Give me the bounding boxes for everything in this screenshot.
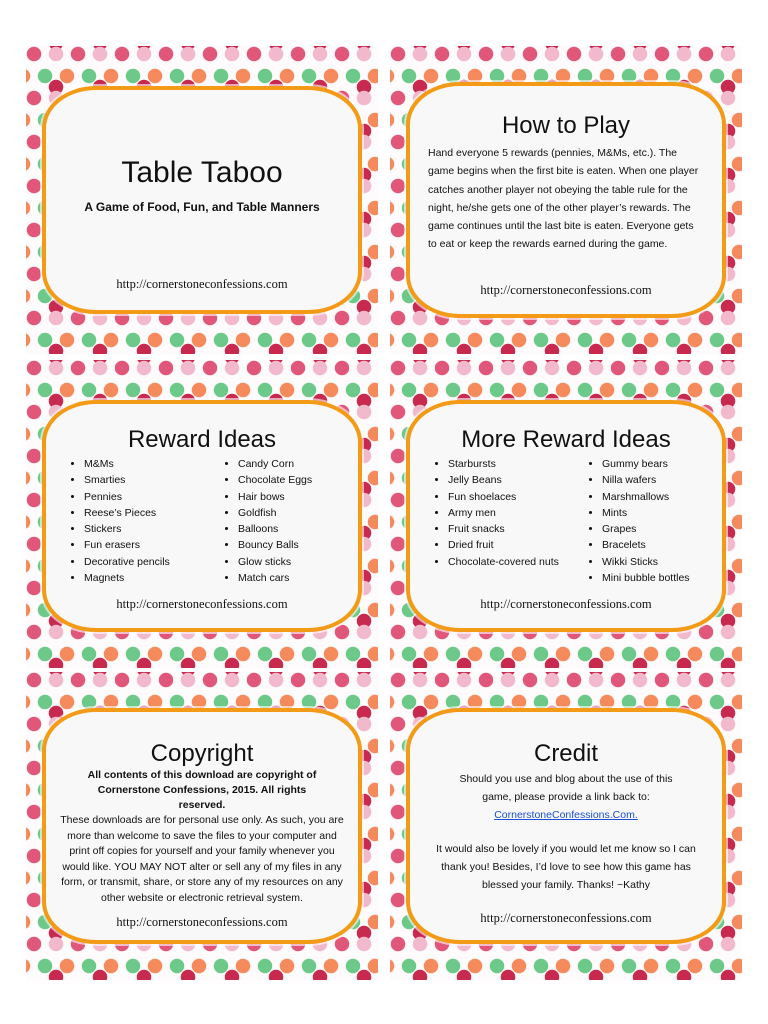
reward-item: • Gummy bears <box>602 456 690 472</box>
game-title: Table Taboo <box>121 156 283 189</box>
site-url: http://cornerstoneconfessions.com <box>116 915 288 929</box>
reward-item: • Reese’s Pieces <box>84 505 216 521</box>
how-to-play-title: How to Play <box>501 112 631 139</box>
label-frame <box>42 708 362 944</box>
reward-item: • Smarties <box>84 472 216 488</box>
reward-item: • Stickers <box>84 521 216 537</box>
reward-item: • Bouncy Balls <box>238 537 312 553</box>
reward-item: • Glow sticks <box>238 554 312 570</box>
reward-item: • Chocolate-covered nuts <box>448 554 580 570</box>
copyright-title: Copyright <box>150 740 254 767</box>
reward-item: • Mini bubble bottles <box>602 570 690 586</box>
reward-item: • Marshmallows <box>602 489 690 505</box>
reward-item: • Army men <box>448 505 580 521</box>
reward-item: • Goldfish <box>238 505 312 521</box>
credit-link-wrap <box>410 806 722 824</box>
reward-item: • Magnets <box>84 570 216 586</box>
reward-list-right <box>580 456 690 586</box>
more-reward-ideas-title: More Reward Ideas <box>461 426 671 453</box>
reward-item: • Grapes <box>602 521 690 537</box>
reward-item: • Bracelets <box>602 537 690 553</box>
reward-item: • Hair bows <box>238 489 312 505</box>
reward-item: • Decorative pencils <box>84 554 216 570</box>
credit-title: Credit <box>533 740 599 767</box>
card-how-to-play <box>390 46 742 354</box>
site-url: http://cornerstoneconfessions.com <box>480 283 652 297</box>
reward-item: • Match cars <box>238 570 312 586</box>
reward-item: • Mints <box>602 505 690 521</box>
how-to-play-text: Hand everyone 5 rewards (pennies, M&Ms, etc.). The game begins when the first bite is eaten. When one player catches another player not obeying the table rule for the night, he/she gets one of the other player’s rewards. The game continues until the last bite is eaten. Everyone gets to eat or keep the rewards earned during the game. <box>428 147 699 251</box>
site-url: http://cornerstoneconfessions.com <box>116 597 288 611</box>
reward-item: • Balloons <box>238 521 312 537</box>
site-url: http://cornerstoneconfessions.com <box>480 597 652 611</box>
copyright-notice: All contents of this download are copyright of Cornerstone Confessions, 2015. All rights reserved. <box>87 769 317 811</box>
credit-text: Should you use and blog about the use of this game, please provide a link back to: <box>459 773 673 803</box>
card-credit <box>390 672 742 980</box>
card-reward-ideas <box>26 360 378 668</box>
reward-lists <box>46 456 358 586</box>
copyright-text: These downloads are for personal use only. As such, you are more than welcome to save the files to your computer and print off copies for yourself and your family whenever you would like. YOU MAY NOT alter or sell any of my files in any form, or transmit, share, or store any of my resources on any other website or electronic retrieval system. <box>60 814 344 904</box>
reward-item: • Candy Corn <box>238 456 312 472</box>
reward-item: • Fun erasers <box>84 537 216 553</box>
label-frame <box>406 400 726 632</box>
reward-item: • Nilla wafers <box>602 472 690 488</box>
card-copyright <box>26 672 378 980</box>
label-frame <box>42 400 362 632</box>
label-frame <box>406 708 726 944</box>
credit-thanks: It would also be lovely if you would let me know so I can thank you! Besides, I’d love to see how this game has blessed your family. Thanks! ~Kathy <box>436 843 696 891</box>
reward-item: • Jelly Beans <box>448 472 580 488</box>
card-more-reward-ideas <box>390 360 742 668</box>
reward-item: • Wikki Sticks <box>602 554 690 570</box>
label-frame <box>406 82 726 318</box>
reward-item: • Chocolate Eggs <box>238 472 312 488</box>
reward-item: • M&Ms <box>84 456 216 472</box>
reward-list-left <box>62 456 216 586</box>
reward-item: • Starbursts <box>448 456 580 472</box>
reward-lists <box>410 456 722 586</box>
card-title <box>26 46 378 354</box>
reward-ideas-title: Reward Ideas <box>127 426 277 453</box>
reward-item: • Dried fruit <box>448 537 580 553</box>
reward-item: • Pennies <box>84 489 216 505</box>
credit-link[interactable]: CornerstoneConfessions.Com. <box>494 809 638 821</box>
game-subtitle: A Game of Food, Fun, and Table Manners <box>84 200 320 214</box>
site-url: http://cornerstoneconfessions.com <box>116 277 288 291</box>
label-frame <box>42 86 362 314</box>
reward-list-left <box>426 456 580 586</box>
reward-list-right <box>216 456 312 586</box>
reward-item: • Fun shoelaces <box>448 489 580 505</box>
reward-item: • Fruit snacks <box>448 521 580 537</box>
site-url: http://cornerstoneconfessions.com <box>480 911 652 925</box>
